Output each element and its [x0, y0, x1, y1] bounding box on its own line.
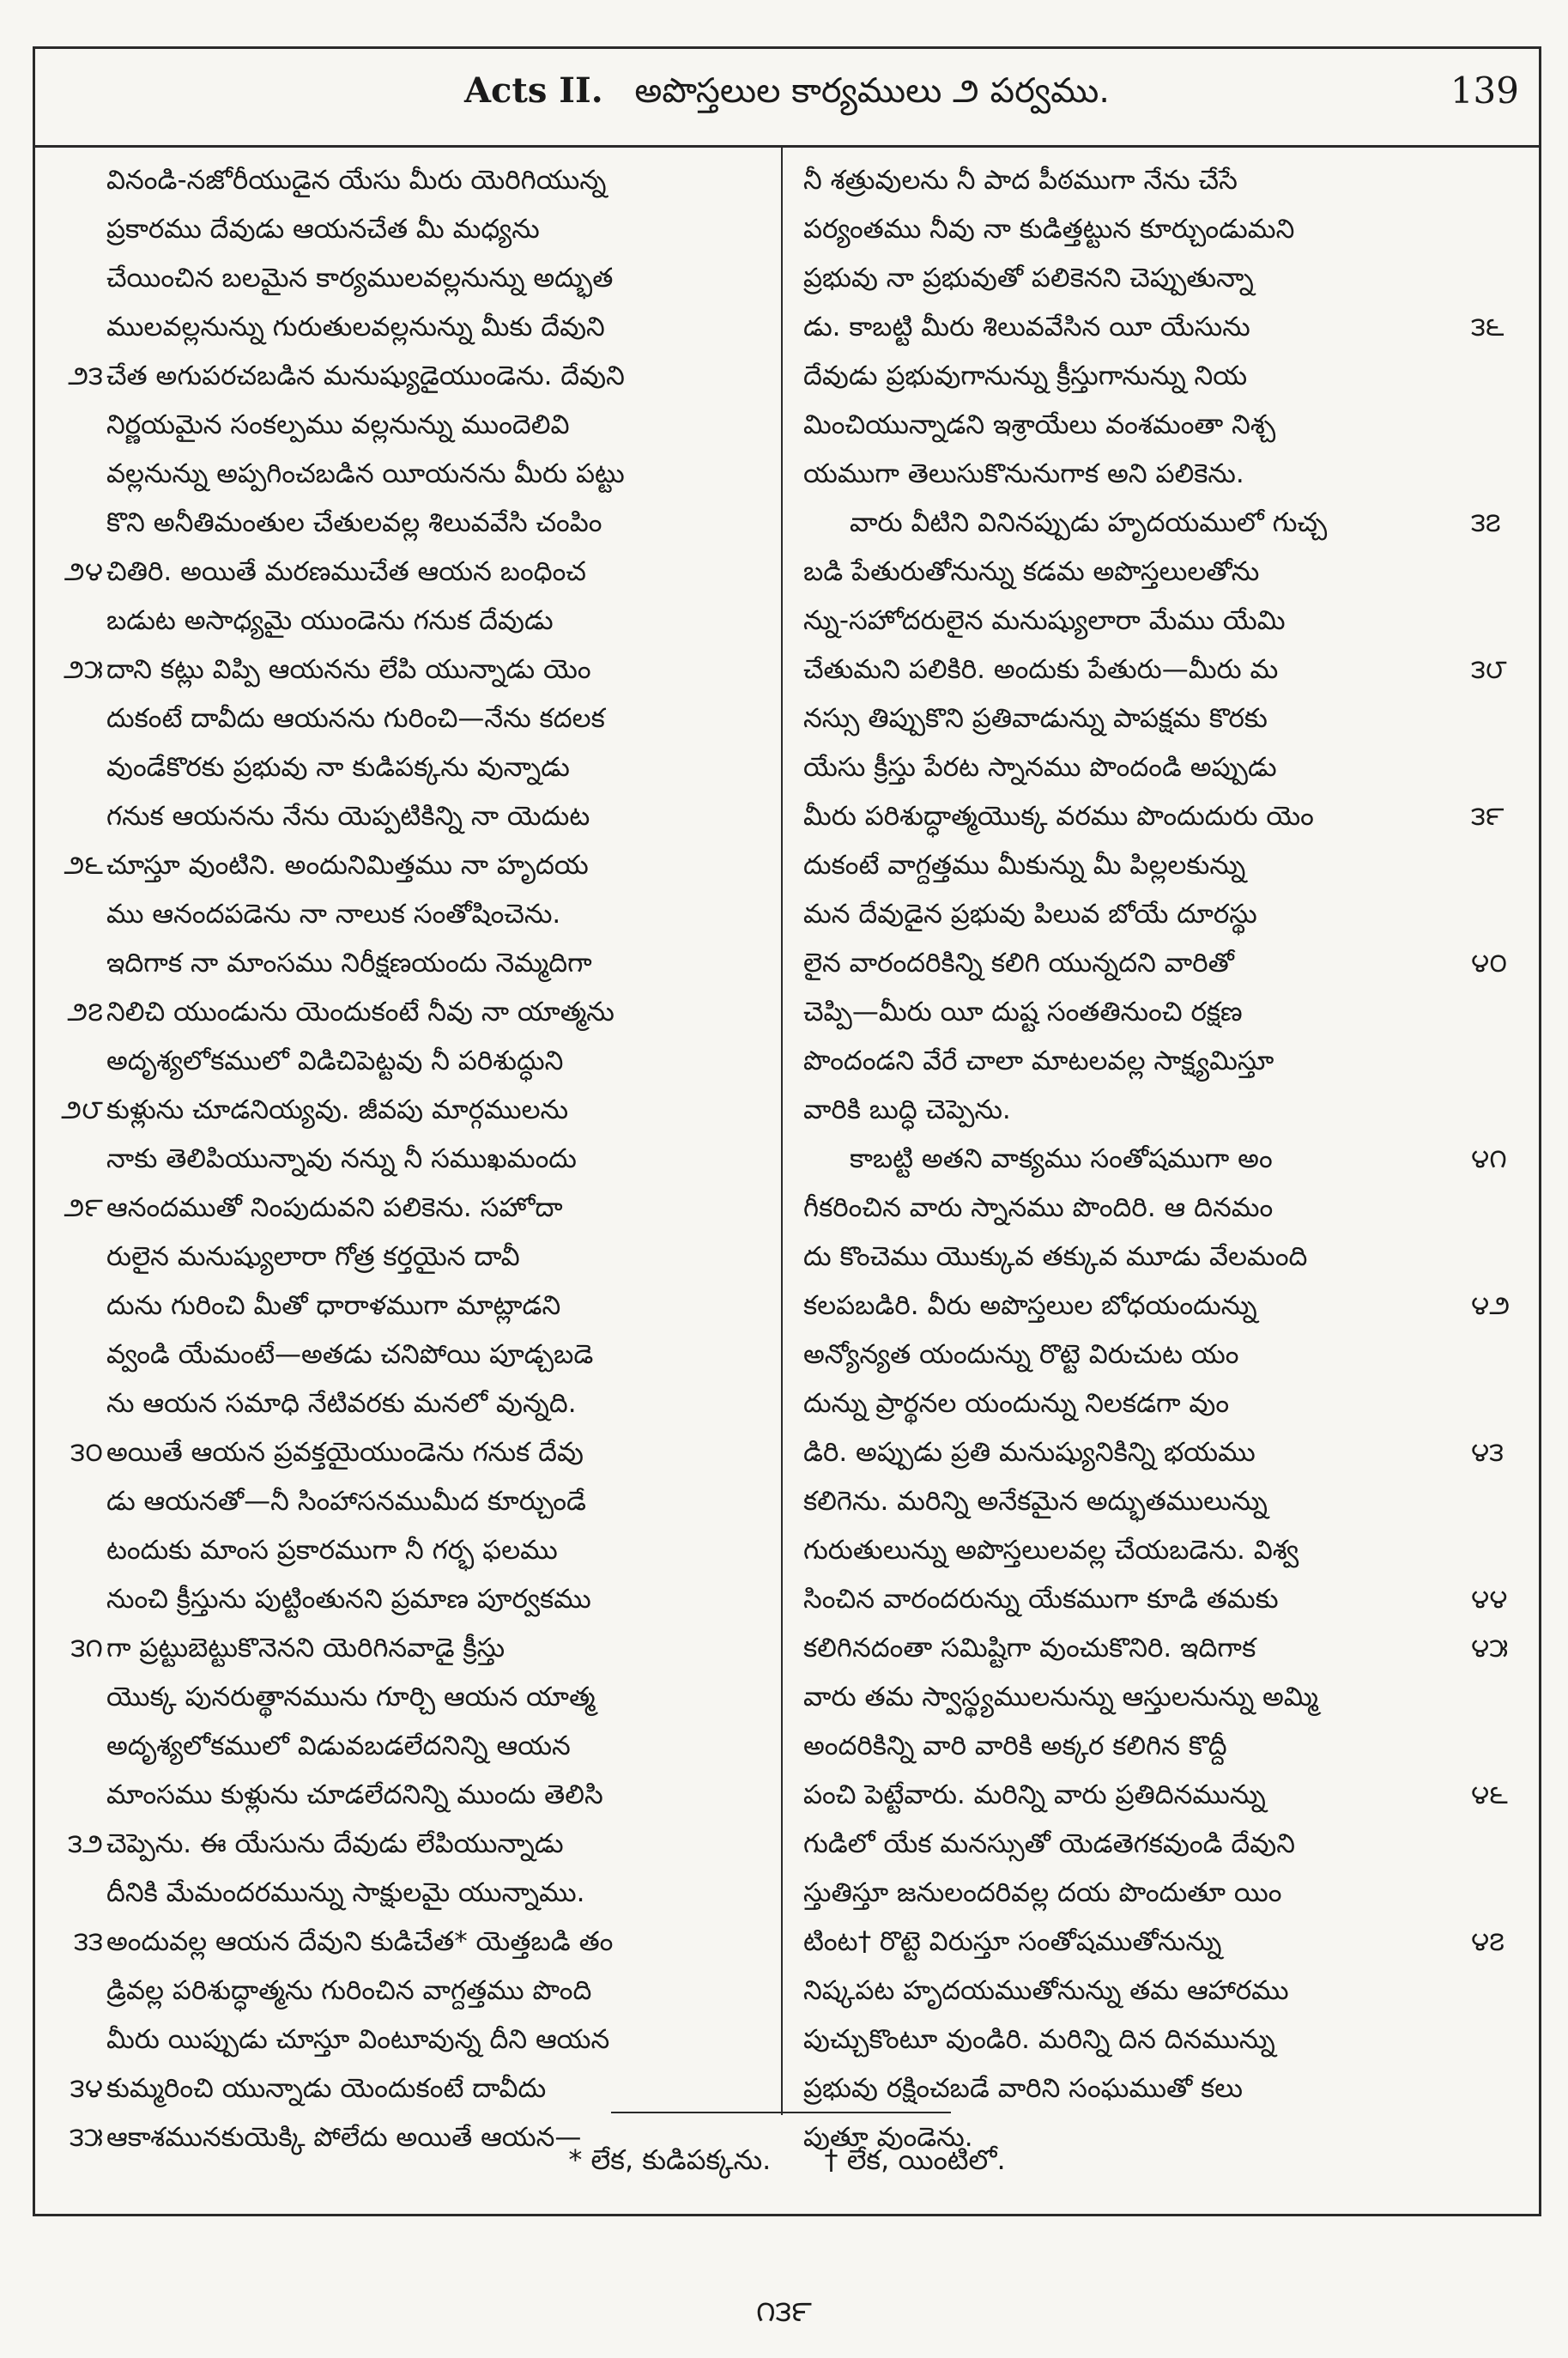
verse-number: ౨౮ — [61, 1094, 103, 1125]
text-line: పర్యంతము నీవు నా కుడిత్తట్టున కూర్చుండుమని — [803, 214, 1295, 245]
text-line: వల్లనున్ను అప్పగించబడిన యీయనను మీరు పట్టు — [106, 458, 625, 489]
verse-number: ౪౨ — [1471, 1290, 1510, 1321]
text-line: ఆకాశమునకుయెక్కి పోలేదు అయితే ఆయన— — [106, 2122, 582, 2153]
text-line: పుచ్చుకొంటూ వుండిరి. మరిన్ని దిన దినమున్ను — [803, 2024, 1275, 2055]
running-head — [33, 65, 1541, 117]
verse-number: ౩౮ — [1471, 654, 1507, 685]
text-line: నిర్ణయమైన సంకల్పము వల్లనున్ను ముందెలివి — [106, 409, 570, 440]
text-line: అయితే ఆయన ప్రవక్తయైయుండెను గనుక దేవు — [106, 1437, 584, 1468]
verse-number: ౩౭ — [1471, 507, 1501, 538]
text-line: మించియున్నాడని ఇశ్రాయేలు వంశమంతా నిశ్చ — [803, 409, 1276, 440]
text-line: ఇదిగాక నా మాంసము నిరీక్షణయందు నెమ్మదిగా — [106, 948, 592, 979]
text-line: అదృశ్యలోకములో విడిచిపెట్టవు నీ పరిశుద్ధుని — [106, 1046, 564, 1076]
text-line: యేసు క్రీస్తు పేరట స్నానము పొందండి అప్పుడు — [803, 752, 1277, 783]
verse-number: ౪౦ — [1471, 948, 1508, 979]
text-line: అన్యోన్యత యందున్ను రొట్టె విరుచుట యం — [803, 1339, 1239, 1370]
text-line: టింట† రొట్టె విరుస్తూ సంతోషముతోనున్ను — [803, 1926, 1222, 1957]
text-line: దీనికి మేమందరమున్ను సాక్షులమై యున్నాము. — [106, 1877, 585, 1908]
text-line: కుమ్మరించి యున్నాడు యెందుకంటే దావీదు — [106, 2073, 547, 2104]
text-line: మాంసము కుళ్లును చూడలేదనిన్ని ముందు తెలిసి — [106, 1779, 603, 1810]
text-line: అందరికిన్ని వారి వారికి అక్కర కలిగిన కొద్దీ — [803, 1731, 1227, 1761]
verse-number: ౩౨ — [68, 1828, 103, 1859]
text-line: గీకరించిన వారు స్నానము పొందిరి. ఆ దినమం — [803, 1192, 1274, 1223]
text-line: డు. కాబట్టి మీరు శిలువవేసిన యీ యేసును — [803, 312, 1250, 342]
text-line: కొని అనీతిమంతుల చేతులవల్ల శిలువవేసి చంపిం — [106, 507, 602, 538]
text-line: ప్రభువు నా ప్రభువుతో పలికెనని చెప్పుతున్నా — [803, 263, 1254, 294]
text-line: వారు వీటిని వినినప్పుడు హృదయములో గుచ్చ — [850, 507, 1328, 538]
text-line: కాబట్టి అతని వాక్యము సంతోషముగా అం — [850, 1143, 1273, 1174]
text-line: కలపబడిరి. వీరు అపొస్తలుల బోధయందున్ను — [803, 1290, 1257, 1321]
text-line: వారికి బుద్ధి చెప్పెను. — [803, 1094, 1011, 1125]
text-line: డు ఆయనతో—నీ సింహాసనముమీద కూర్చుండే — [106, 1486, 586, 1517]
verse-number: ౪౬ — [1471, 1779, 1508, 1810]
book-title: అపొస్తలుల కార్యములు ౨ పర్వము. — [634, 71, 1110, 111]
text-line: దును గురించి మీతో ధారాళముగా మాట్లాడని — [106, 1290, 561, 1321]
text-line: బడి పేతురుతోనున్ను కడమ అపొస్తలులతోను — [803, 556, 1260, 587]
verse-number: ౪౩ — [1471, 1437, 1504, 1468]
text-line: మీరు యిప్పుడు చూస్తూ వింటూవున్న దీని ఆయన — [106, 2024, 610, 2055]
column-divider — [781, 148, 783, 2115]
page-header — [33, 46, 1541, 148]
text-line: పుతూ వుండెను. — [803, 2122, 973, 2153]
text-line: చితిరి. అయితే మరణముచేత ఆయన బంధించ — [106, 556, 586, 587]
verse-number: ౩౦ — [70, 1437, 103, 1468]
text-line: గుడిలో యేక మనస్సుతో యెడతెగకవుండి దేవుని — [803, 1828, 1295, 1859]
text-line: వ్వండి యేమంటే—అతడు చనిపోయి పూడ్చబడె — [106, 1339, 594, 1370]
text-line: ములవల్లనున్ను గురుతులవల్లనున్ను మీకు దేవుని — [106, 312, 605, 342]
text-line: నిష్కపట హృదయముతోనున్ను తమ ఆహారము — [803, 1975, 1289, 2006]
text-line: స్తుతిస్తూ జనులందరివల్ల దయ పొందుతూ యిం — [803, 1877, 1282, 1908]
text-line: కలిగెను. మరిన్ని అనేకమైన అద్భుతములున్ను — [803, 1486, 1268, 1517]
text-line: బడుట అసాధ్యమై యుండెను గనుక దేవుడు — [106, 605, 554, 636]
text-line: ము ఆనందపడెను నా నాలుక సంతోషించెను. — [106, 899, 561, 930]
verse-number: ౩౯ — [1471, 801, 1504, 832]
text-line: పొందండని వేరే చాలా మాటలవల్ల సాక్ష్యమిస్తూ — [803, 1046, 1274, 1076]
text-line: నస్సు తిప్పుకొని ప్రతివాడున్ను పాపక్షమ కొరకు — [803, 703, 1268, 734]
text-line: అందువల్ల ఆయన దేవుని కుడిచేత* యెత్తబడి తం — [106, 1926, 614, 1957]
text-line: చేతుమని పలికిరి. అందుకు పేతురు—మీరు మ — [803, 654, 1279, 685]
text-line: యముగా తెలుసుకొనునుగాక అని పలికెను. — [803, 458, 1244, 489]
text-line: నీ శత్రువులను నీ పాద పీఠముగా నేను చేసే — [803, 165, 1238, 196]
text-line: చెప్పెను. ఈ యేసును దేవుడు లేపియున్నాడు — [106, 1828, 564, 1859]
text-line: దున్ను ప్రార్థనల యందున్ను నిలకడగా వుం — [803, 1388, 1230, 1419]
text-line: ఆనందముతో నింపుదువని పలికెను. సహోదా — [106, 1192, 563, 1223]
text-line: లైన వారందరికిన్ని కలిగి యున్నదని వారితో — [803, 948, 1234, 979]
verse-number: ౪౧ — [1471, 1143, 1507, 1174]
text-line: నాకు తెలిపియున్నావు నన్ను నీ సముఖమందు — [106, 1143, 577, 1174]
text-line: చేత అగుపరచబడిన మనుష్యుడైయుండెను. దేవుని — [106, 361, 625, 391]
bottom-folio: ౧౩౯ — [756, 2294, 812, 2329]
text-line: మీరు పరిశుద్ధాత్మయొక్క వరము పొందుదురు యెం — [803, 801, 1314, 832]
verse-number: ౩౩ — [74, 1926, 103, 1957]
verse-number: ౨౩ — [68, 361, 103, 391]
text-line: ను ఆయన సమాధి నేటివరకు మనలో వున్నది. — [106, 1388, 577, 1419]
text-line: కుళ్లును చూడనియ్యవు. జీవపు మార్గములను — [106, 1094, 569, 1125]
page-number: 139 — [1450, 70, 1519, 112]
verse-number: ౩౧ — [70, 1633, 103, 1664]
text-line: చెప్పి—మీరు యీ దుష్ట సంతతినుంచి రక్షణ — [803, 997, 1243, 1027]
text-line: గురుతులున్ను అపొస్తలులవల్ల చేయబడెను. విశ్వ — [803, 1535, 1299, 1566]
text-line: న్ను-సహోదరులైన మనుష్యులారా మేము యేమి — [803, 605, 1286, 636]
verse-number: ౩౬ — [1471, 312, 1504, 342]
text-line: దుకంటే వాగ్దత్తము మీకున్ను మీ పిల్లలకున్ను — [803, 850, 1246, 881]
text-line: దేవుడు ప్రభువుగానున్ను క్రీస్తుగానున్ను నియ — [803, 361, 1248, 391]
verse-number: ౩౫ — [70, 2122, 103, 2153]
footnote: * లేక, కుడిపక్కను. — [568, 2143, 772, 2176]
text-line: సించిన వారందరున్ను యేకముగా కూడి తమకు — [803, 1584, 1279, 1615]
text-line: మన దేవుడైన ప్రభువు పిలువ బోయే దూరస్థు — [803, 899, 1257, 930]
text-line: రులైన మనుష్యులారా గోత్ర కర్తయైన దావీ — [106, 1241, 520, 1272]
text-line: దాని కట్లు విప్పి ఆయనను లేపి యున్నాడు యెం — [106, 654, 591, 685]
text-line: వారు తమ స్వాస్థ్యములనున్ను ఆస్తులనున్ను అమ్మి — [803, 1682, 1318, 1712]
text-line: డిరి. అప్పుడు ప్రతి మనుష్యునికిన్ని భయము — [803, 1437, 1256, 1468]
verse-number: ౨౫ — [63, 654, 103, 685]
text-line: చేయించిన బలమైన కార్యములవల్లనున్ను అద్భుత — [106, 263, 614, 294]
text-line: యొక్క పునరుత్థానమును గూర్చి ఆయన యాత్మ — [106, 1682, 596, 1712]
text-line: వుండేకొరకు ప్రభువు నా కుడిపక్కను వున్నాడు — [106, 752, 570, 783]
text-line: వినండి-నజోరీయుడైన యేసు మీరు యెరిగియున్న — [106, 165, 607, 196]
verse-number: ౪౪ — [1471, 1584, 1508, 1615]
text-line: దు కొంచెము యొక్కువ తక్కువ మూడు వేలమంది — [803, 1241, 1308, 1272]
verse-number: ౨౬ — [64, 850, 103, 881]
left-column — [106, 156, 767, 2162]
text-line: ప్రకారము దేవుడు ఆయనచేత మీ మధ్యను — [106, 214, 540, 245]
chapter-reference: Acts II. — [463, 70, 603, 111]
text-line: టందుకు మాంస ప్రకారముగా నీ గర్భ ఫలము — [106, 1535, 558, 1566]
text-line: గనుక ఆయనను నేను యెప్పటికిన్ని నా యెదుట — [106, 801, 590, 832]
text-line: గా ప్రట్టుబెట్టుకొనెనని యెరిగినవాడై క్రీస్తు — [106, 1633, 506, 1664]
text-line: ప్రభువు రక్షించబడే వారిని సంఘముతో కలు — [803, 2073, 1243, 2104]
text-line: పంచి పెట్టేవారు. మరిన్ని వారు ప్రతిదినమున్ను — [803, 1779, 1266, 1810]
verse-number: ౨౯ — [64, 1192, 103, 1223]
verse-number: ౪౭ — [1471, 1926, 1505, 1957]
verse-number: ౩౪ — [70, 2073, 103, 2104]
verse-number: ౨౪ — [64, 556, 103, 587]
verse-number: ౪౫ — [1471, 1633, 1509, 1664]
text-line: దుకంటే దావీదు ఆయనను గురించి—నేను కదలక — [106, 703, 605, 734]
footnote: † లేక, యింటిలో. — [824, 2143, 1006, 2176]
right-column — [803, 156, 1464, 2162]
verse-number: ౨౭ — [67, 997, 103, 1027]
text-line: అదృశ్యలోకములో విడువబడలేదనిన్ని ఆయన — [106, 1731, 571, 1761]
text-line: డ్రివల్ల పరిశుద్ధాత్మను గురించిన వాగ్దత్తము పొంది — [106, 1975, 592, 2006]
text-line: నిలిచి యుండును యెందుకంటే నీవు నా యాత్మను — [106, 997, 614, 1027]
footnote-rule — [611, 2112, 951, 2113]
text-line: కలిగినదంతా సమిష్టిగా వుంచుకొనిరి. ఇదిగాక — [803, 1633, 1256, 1664]
text-line: నుంచి క్రీస్తును పుట్టింతునని ప్రమాణ పూర్వకము — [106, 1584, 591, 1615]
footnotes — [33, 2134, 1541, 2185]
text-line: చూస్తూ వుంటిని. అందునిమిత్తము నా హృదయ — [106, 850, 589, 881]
